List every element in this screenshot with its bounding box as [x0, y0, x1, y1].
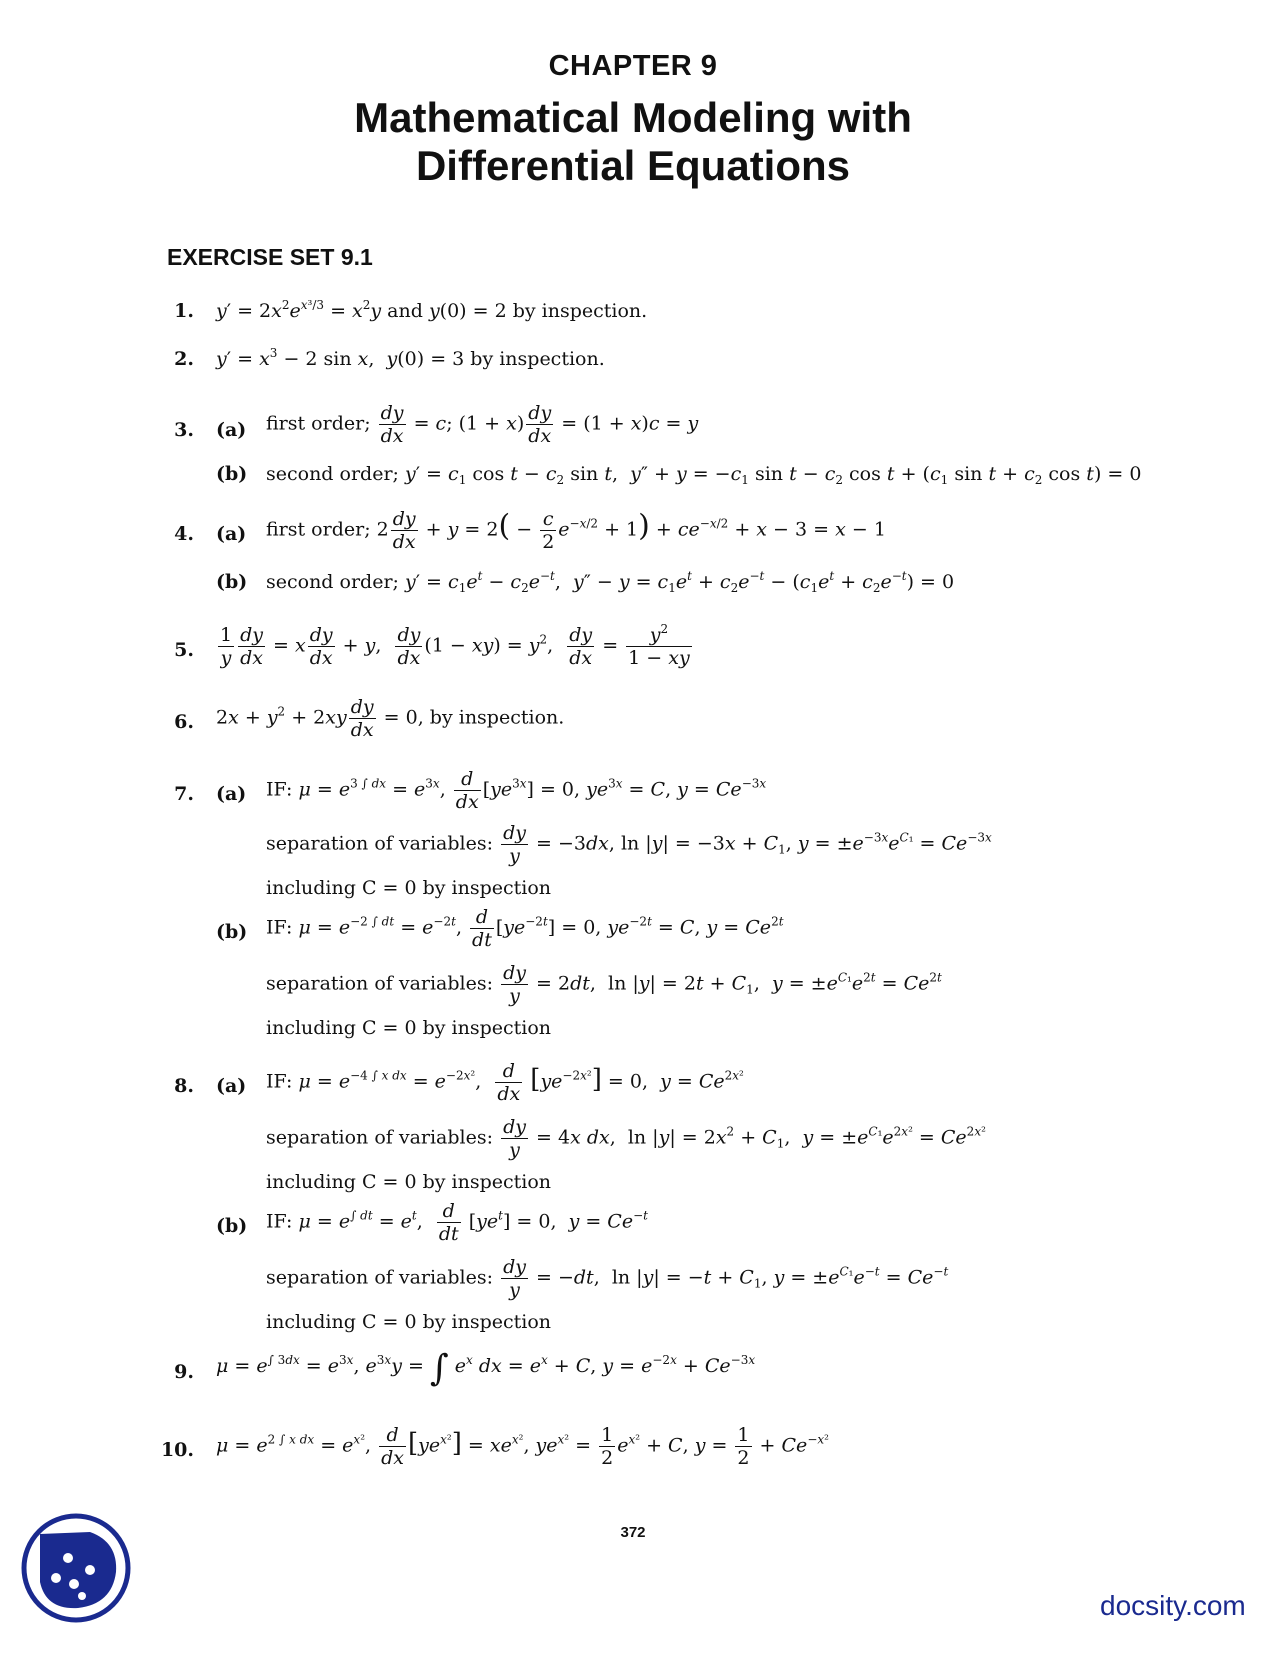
- exercise-2: [0, 344, 1280, 374]
- exercise-number: 3.: [174, 419, 194, 441]
- docsity-logo-icon[interactable]: [20, 1512, 132, 1624]
- exercise-4: [0, 508, 1280, 600]
- exercise-number: 8.: [174, 1075, 194, 1097]
- exercise-text: second order; $y' = c_1e^t - c_2e^{-t}$, $y'' - y = c_1e^t + c_2e^{-t} - (c_1e^t + c_2e^{-t}) = 0$: [266, 569, 955, 595]
- exercise-text: $y' = x^3 - 2$ sin x, y(0) = 3 by inspection.: [216, 346, 605, 370]
- part-label: (b): [216, 921, 248, 943]
- exercise-1: [0, 296, 1280, 326]
- part-label: (a): [216, 523, 247, 545]
- part-label: (b): [216, 463, 248, 485]
- exercise-text: IF: $\mu = e^{3 \int dx} = e^{3x}$, $\frac{d}{dx}$ $[ye^{3x}] = 0$, $ye^{3x} = C$, $y = Ce^{-3x}$: [266, 768, 767, 813]
- exercise-text: separation of variables: $\frac{dy}{y}$ = −dt, $\ln |y| = -t + C_1$, $y = \pm e^{C_1}e^{-t} = Ce^{-t}$: [266, 1256, 949, 1301]
- exercise-6: [0, 696, 1280, 748]
- exercise-text: $\frac{1}{y}$ $\frac{dy}{dx}$ = x $\frac{dy}{dx}$ + y, $\frac{dy}{dx}$ $(1 - xy) = y^2$, $\frac{dy}{dx}$ = $\frac{y^2}{1 - xy}$: [220, 622, 690, 669]
- exercise-text: including C = 0 by inspection: [266, 877, 552, 899]
- exercise-number: 7.: [174, 783, 194, 805]
- exercise-text: separation of variables: $\frac{dy}{y}$ = 2dt, $\ln |y| = 2t + C_1$, $y = \pm e^{C_1}e^{2t} = Ce^{2t}$: [266, 962, 942, 1007]
- exercise-number: 9.: [174, 1361, 194, 1383]
- exercise-8: [0, 1060, 1280, 1333]
- exercise-text: including C = 0 by inspection: [266, 1017, 552, 1039]
- exercise-text: second order; $y' = c_1$ $\cos t - c_2$ sin t, $y'' + y = -c_1$ $\sin t - c_2$ $\cos t + (c_1$ $\sin t + c_2$ cos t) = 0: [266, 463, 1142, 487]
- page-number: 372: [620, 1524, 646, 1541]
- exercise-10: [0, 1424, 1280, 1478]
- exercise-number: 6.: [174, 711, 194, 733]
- part-label: (a): [216, 783, 247, 805]
- exercise-text: separation of variables: $\frac{dy}{y}$ = 4x dx, $\ln |y| = 2x^2 + C_1$, $y = \pm e^{C_1}e^{2x^2} = Ce^{2x^2}$: [266, 1116, 986, 1161]
- exercise-3: [0, 402, 1280, 492]
- exercise-text: first order; $\frac{dy}{dx}$ = c; (1 + x) $\frac{dy}{dx}$ = (1 + x)c = y: [266, 402, 699, 447]
- part-label: (a): [216, 1075, 247, 1097]
- exercise-text: IF: $\mu = e^{-2 \int dt} = e^{-2t}$, $\frac{d}{dt}$ $[ye^{-2t}] = 0$, $ye^{-2t} = C$, $y = Ce^{2t}$: [266, 906, 784, 951]
- exercise-number: 2.: [174, 348, 194, 370]
- exercise-text: IF: $\mu = e^{-4 \int x dx} = e^{-2x^2}$, $\frac{d}{dx}$ $[ye^{-2x^2}] = 0$, $y = Ce^{2x^2}$: [266, 1060, 744, 1105]
- exercise-text: first order; 2 $\frac{dy}{dx}$ + y = 2( − $\frac{c}{2}$ $e^{-x/2} + 1) + ce^{-x/2} + x - 3 = x - 1$: [266, 508, 886, 553]
- exercise-number: 1.: [174, 300, 194, 322]
- section-title: EXERCISE SET 9.1: [167, 244, 373, 270]
- chapter-title: [0, 94, 1266, 190]
- exercise-number: 4.: [174, 523, 194, 545]
- exercise-text: $\mu = e^{\int 3dx} = e^{3x}$, $e^{3x}y$ = ∫ $e^x$ dx = $e^x + C$, $y = e^{-2x} + Ce^{-3x}$: [216, 1348, 756, 1389]
- docsity-brand-link[interactable]: docsity.com: [1100, 1590, 1246, 1621]
- exercise-7: [0, 768, 1280, 1038]
- part-label: (b): [216, 1215, 248, 1237]
- exercise-text: including C = 0 by inspection: [266, 1171, 552, 1193]
- exercise-5: [0, 624, 1280, 676]
- exercise-number: 10.: [160, 1439, 194, 1461]
- exercise-text: separation of variables: $\frac{dy}{y}$ = −3dx, $\ln |y| = -3x + C_1$, $y = \pm e^{-3x}e^{C_1} = Ce^{-3x}$: [266, 822, 992, 867]
- exercise-text: IF: $\mu = e^{\int dt} = e^t$, $\frac{d}{dt}$ $[ye^t] = 0$, $y = Ce^{-t}$: [266, 1200, 648, 1245]
- exercise-text: $y' = 2x^2e^{x^3/3} = x^2y$ and y(0) = 2 by inspection.: [216, 298, 648, 322]
- chapter-label: CHAPTER 9: [548, 50, 718, 82]
- part-label: (b): [216, 571, 248, 593]
- part-label: (a): [216, 419, 247, 441]
- exercise-text: $2x + y^2 + 2xy$ $\frac{dy}{dx}$ = 0, by inspection.: [216, 696, 565, 741]
- exercise-text: $\mu = e^{2 \int x dx} = e^{x^2}$, $\frac{d}{dx}$ $[ye^{x^2}] = xe^{x^2}$, $ye^{x^2}$ = $\frac{1}{2}$ $e^{x^2} + C$, y = $\frac{1}{2}$ + $Ce^{-x^2}$: [216, 1424, 829, 1469]
- chapter-title-text: Mathematical Modeling with Differential Equations: [354, 94, 912, 189]
- exercise-number: 5.: [174, 639, 194, 661]
- exercise-9: [0, 1346, 1280, 1396]
- exercise-text: including C = 0 by inspection: [266, 1311, 552, 1333]
